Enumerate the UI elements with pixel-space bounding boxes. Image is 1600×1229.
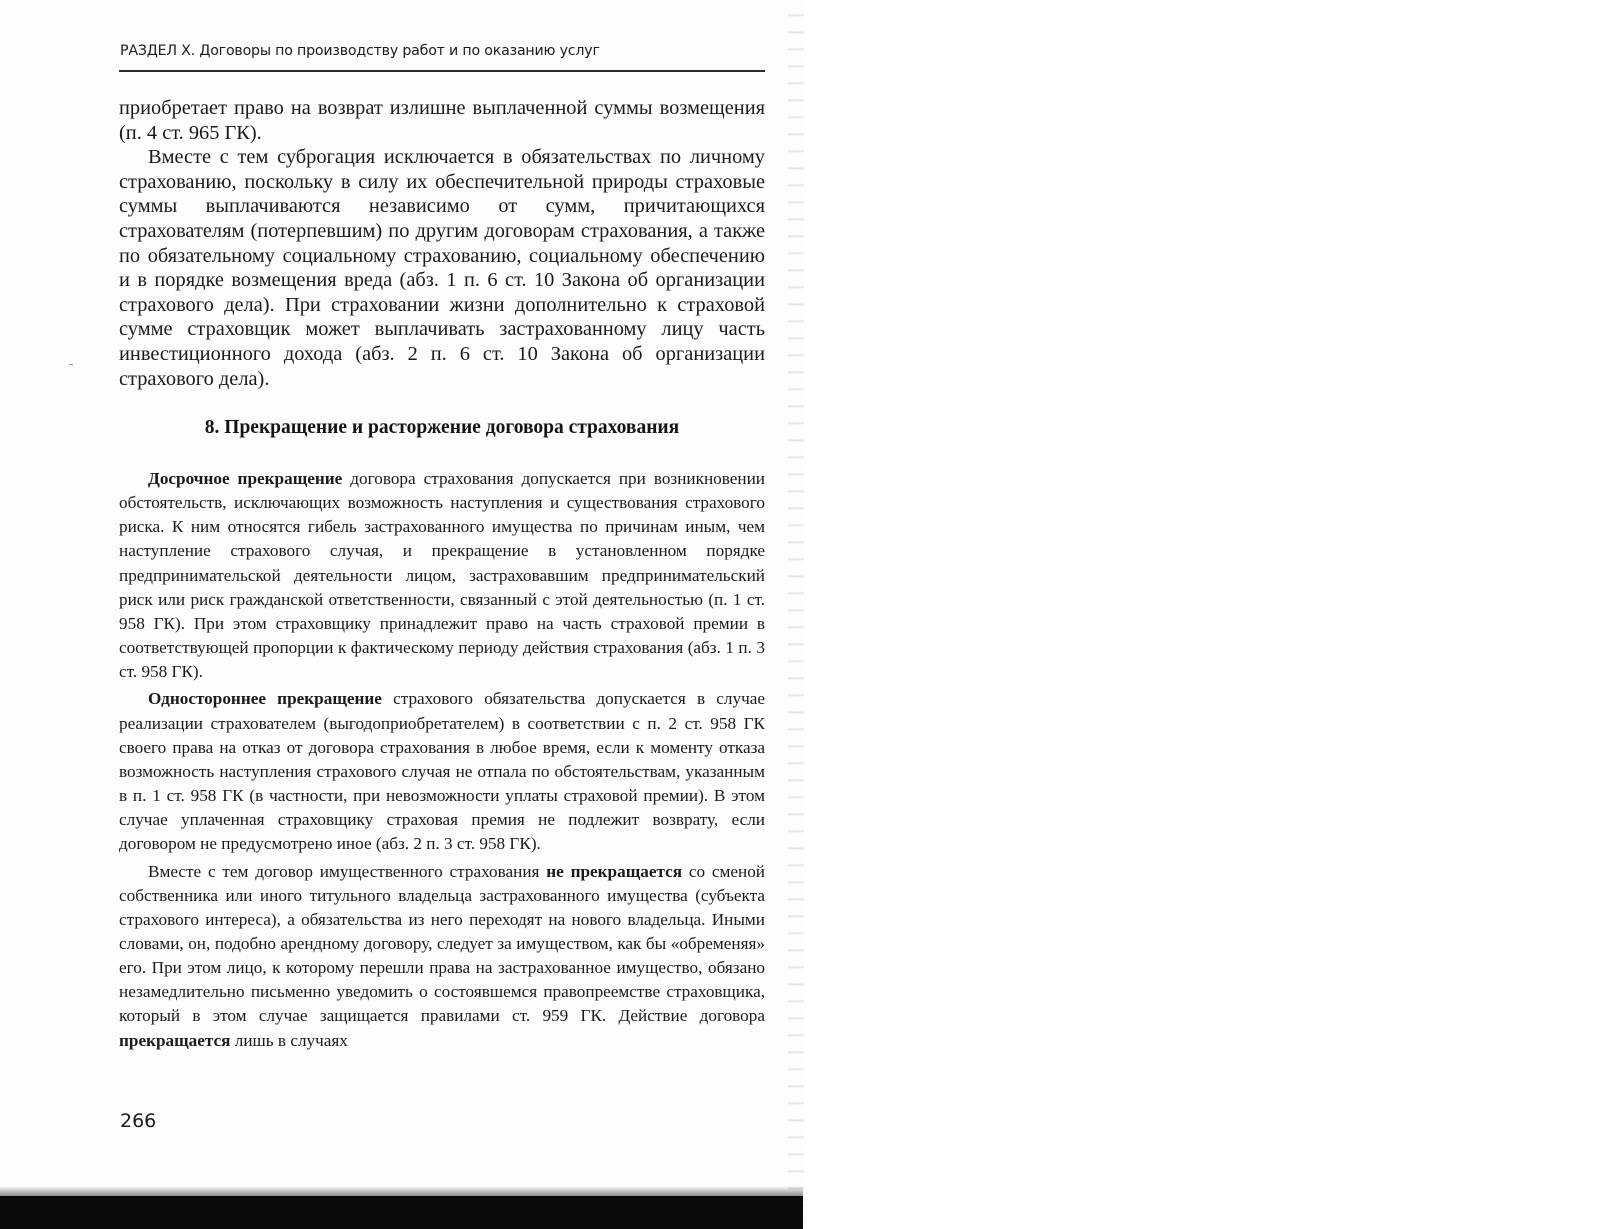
paragraph-text: Вместе с тем договор имущественного страхования (148, 861, 547, 881)
running-head: РАЗДЕЛ X. Договоры по производству работ и по оказанию услуг (120, 43, 600, 59)
binding-gutter (788, 0, 804, 1229)
header-rule (119, 70, 765, 72)
text-block-top (119, 96, 765, 391)
scan-shadow-bar (0, 1196, 803, 1229)
bold-term: прекращается (119, 1030, 231, 1050)
paragraph-early-termination (119, 467, 765, 684)
paragraph-unilateral-termination (119, 687, 765, 856)
bold-term: Одностороннее прекращение (148, 689, 382, 709)
paragraph-subrogation: Вместе с тем суброгация исключается в обязательствах по личному страхованию, поскольку в силу их обеспечительной природы страховые суммы выплачиваются независимо от сумм, причитающихся страхователям (потерпевшим) по другим договорам страхования, а также по обязательному социальному страхованию, социальному обеспечению и в порядке возмещения вреда (абз. 1 п. 6 ст. 10 Закона об организации страхового дела). При страховании жизни дополнительно к страховой сумме страховщик может выплачивать застрахованному лицу часть инвестиционного дохода (абз. 2 п. 6 ст. 10 Закона об организации страхового дела). (119, 146, 765, 390)
paragraph-text: договора страхования допускается при возникновении обстоятельств, исключающих возможность наступления и существования страхового риска. К ним относятся гибель застрахованного имущества по причинам иным, чем наступление страхового случая, и прекращение в установленном порядке предпринимательской деятельности лицом, застраховавшим предпринимательский риск или риск гражданской ответственности, связанный с этой деятельностью (п. 1 ст. 958 ГК). При этом страховщику принадлежит право на часть страховой премии в соответствующей пропорции к фактическому периоду действия страхования (абз. 1 п. 3 ст. 958 ГК). (119, 469, 765, 682)
section-heading: 8. Прекращение и расторжение договора страхования (204, 417, 680, 438)
paragraph-text: лишь в случаях (230, 1030, 348, 1050)
paragraph-text: страхового обязательства допускается в случае реализации страхователем (выгодоприобретателем) в соответствии с п. 2 ст. 958 ГК своего права на отказ от договора страхования в любое время, если к моменту отказа возможность наступления страхового случая не отпала по обстоятельствам, указанным в п. 1 ст. 958 ГК (в частности, при невозможности уплаты страховой премии). В этом случае уплаченная страховщику страховая премия не подлежит возврату, если договором не предусмотрено иное (абз. 2 п. 3 ст. 958 ГК). (119, 689, 765, 854)
text-block-bottom (119, 467, 765, 1056)
bold-term: Досрочное прекращение (148, 469, 343, 488)
paragraph-text: со сменой собственника или иного титульного владельца застрахованного имущества (субъекта страхового интереса), а обязательства из него переходят на нового владельца. Иными словами, он, подобно арендному договору, следует за имуществом, как бы «обременяя» его. При этом лицо, к которому перешли права на застрахованное имущество, обязано незамедлительно письменно уведомить о состоявшемся правопреемстве страховщика, который в этом случае защищается правилами ст. 959 ГК. Действие договора (119, 861, 765, 1026)
bold-term: не прекращается (546, 861, 683, 881)
paragraph-owner-change (119, 860, 765, 1053)
scan-speck (69, 364, 73, 365)
page-number: 266 (120, 1110, 157, 1132)
paragraph-continuation: приобретает право на возврат излишне выплаченной суммы возмещения (п. 4 ст. 965 ГК). (119, 97, 765, 144)
